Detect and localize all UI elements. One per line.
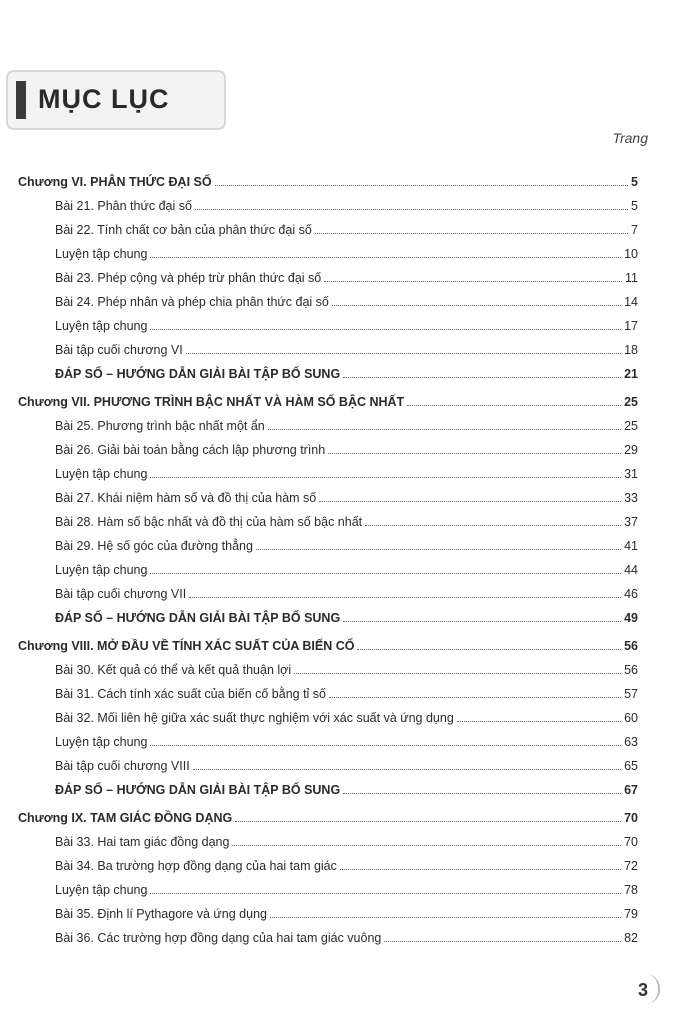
toc-answer-row[interactable] [18,601,638,625]
toc-entry-page: 46 [624,587,638,601]
toc-entry-label: Chương IX. TAM GIÁC ĐỒNG DẠNG [18,811,233,825]
toc-lesson-row[interactable] [18,505,638,529]
toc-entry-page: 25 [624,419,638,433]
toc-entry-label: Bài 33. Hai tam giác đồng dạng [55,835,230,849]
toc-entry-page: 79 [624,907,638,921]
toc-entry-label: Chương VI. PHÂN THỨC ĐẠI SỐ [18,175,212,189]
toc-lesson-row[interactable] [18,189,638,213]
toc-lesson-row[interactable] [18,409,638,433]
toc-entry-page: 49 [624,611,638,625]
dot-leader [150,893,621,894]
toc-entry-label: Bài 35. Định lí Pythagore và ứng dụng [55,907,267,921]
toc-entry-page: 31 [624,467,638,481]
dot-leader [457,721,621,722]
dot-leader [329,697,621,698]
toc-entry-label: Luyện tập chung [55,467,148,481]
toc-entry-label: Bài 22. Tính chất cơ bản của phân thức đại số [55,223,312,237]
toc-lesson-row[interactable] [18,897,638,921]
toc-lesson-row[interactable] [18,653,638,677]
toc-entry-page: 18 [624,343,638,357]
toc-entry-page: 56 [624,663,638,677]
toc-entry-page: 67 [624,783,638,797]
toc-entry-page: 29 [624,443,638,457]
toc-entry-page: 70 [624,835,638,849]
toc-entry-page: 5 [631,175,638,189]
toc-entry-label: Chương VII. PHƯƠNG TRÌNH BẬC NHẤT VÀ HÀM SỐ BẬC NHẤT [18,395,405,409]
toc-entry-page: 14 [624,295,638,309]
toc-entry-page: 17 [624,319,638,333]
toc-entry-label: Luyện tập chung [55,563,148,577]
toc-entry-label: ĐÁP SỐ – HƯỚNG DẪN GIẢI BÀI TẬP BỔ SUNG [55,367,341,381]
toc-entry-label: Bài tập cuối chương VII [55,587,187,601]
toc-entry-page: 82 [624,931,638,945]
dot-leader [215,185,628,186]
toc-chapter-row[interactable] [18,629,638,653]
toc-lesson-row[interactable] [18,749,638,773]
toc-lesson-row[interactable] [18,553,638,577]
dot-leader [232,845,621,846]
toc-entry-label: Bài 30. Kết quả có thể và kết quả thuận lợi [55,663,292,677]
dot-leader [150,745,621,746]
toc-entry-label: Bài 31. Cách tính xác suất của biến cố bằng tỉ số [55,687,327,701]
toc-entry-label: Bài 32. Mối liên hệ giữa xác suất thực nghiệm với xác suất và ứng dụng [55,711,454,725]
toc-entry-page: 65 [624,759,638,773]
toc-entry-label: Luyện tập chung [55,319,148,333]
toc-lesson-row[interactable] [18,309,638,333]
dot-leader [340,869,621,870]
dot-leader [343,377,621,378]
toc-lesson-row[interactable] [18,237,638,261]
dot-leader [294,673,621,674]
dot-leader [384,941,621,942]
dot-leader [256,549,621,550]
toc-lesson-row[interactable] [18,261,638,285]
toc-entry-label: Bài 23. Phép cộng và phép trừ phân thức đại số [55,271,322,285]
toc-lesson-row[interactable] [18,433,638,457]
dot-leader [324,281,622,282]
toc-lesson-row[interactable] [18,677,638,701]
dot-leader [270,917,621,918]
toc-entry-label: Luyện tập chung [55,735,148,749]
toc-entry-page: 72 [624,859,638,873]
dot-leader [268,429,621,430]
toc-lesson-row[interactable] [18,333,638,357]
toc-entry-page: 41 [624,539,638,553]
page-title: MỤC LỤC [38,84,170,114]
toc-entry-label: Bài 24. Phép nhân và phép chia phân thức đại số [55,295,329,309]
toc-entry-page: 11 [625,271,638,285]
toc-entry-page: 57 [624,687,638,701]
toc-entry-label: Bài 27. Khái niệm hàm số và đồ thị của hàm số [55,491,317,505]
table-of-contents [18,165,638,945]
dot-leader [235,821,621,822]
toc-entry-label: Luyện tập chung [55,247,148,261]
dot-leader [407,405,621,406]
dot-leader [150,257,621,258]
title-accent-bar [16,81,26,119]
toc-entry-label: ĐÁP SỐ – HƯỚNG DẪN GIẢI BÀI TẬP BỔ SUNG [55,783,341,797]
title-box [6,70,226,130]
dot-leader [193,769,621,770]
toc-entry-label: Bài 26. Giải bài toán bằng cách lập phương trình [55,443,326,457]
toc-entry-label: Luyện tập chung [55,883,148,897]
dot-leader [150,329,621,330]
toc-lesson-row[interactable] [18,457,638,481]
toc-entry-page: 37 [624,515,638,529]
toc-entry-page: 70 [624,811,638,825]
toc-answer-row[interactable] [18,357,638,381]
dot-leader [343,793,621,794]
toc-lesson-row[interactable] [18,873,638,897]
toc-lesson-row[interactable] [18,213,638,237]
dot-leader [332,305,621,306]
toc-lesson-row[interactable] [18,481,638,505]
toc-entry-page: 33 [624,491,638,505]
toc-entry-page: 78 [624,883,638,897]
toc-lesson-row[interactable] [18,577,638,601]
toc-entry-page: 63 [624,735,638,749]
dot-leader [195,209,628,210]
toc-entry-label: Bài 28. Hàm số bậc nhất và đồ thị của hàm số bậc nhất [55,515,363,529]
dot-leader [365,525,621,526]
page-number: 3 [637,980,648,1000]
toc-entry-label: ĐÁP SỐ – HƯỚNG DẪN GIẢI BÀI TẬP BỔ SUNG [55,611,341,625]
dot-leader [189,597,621,598]
toc-entry-label: Bài tập cuối chương VI [55,343,183,357]
toc-entry-label: Bài 36. Các trường hợp đồng dạng của hai tam giác vuông [55,931,382,945]
toc-entry-page: 5 [631,199,638,213]
toc-entry-page: 10 [624,247,638,261]
dot-leader [150,477,621,478]
dot-leader [186,353,621,354]
dot-leader [150,573,621,574]
toc-entry-page: 44 [624,563,638,577]
toc-answer-row[interactable] [18,773,638,797]
toc-chapter-row[interactable] [18,385,638,409]
toc-entry-page: 21 [624,367,638,381]
toc-chapter-row[interactable] [18,165,638,189]
toc-entry-page: 7 [631,223,638,237]
dot-leader [319,501,621,502]
toc-entry-label: Bài 25. Phương trình bậc nhất một ẩn [55,419,265,433]
toc-entry-label: Bài 34. Ba trường hợp đồng dạng của hai tam giác [55,859,337,873]
toc-lesson-row[interactable] [18,285,638,309]
toc-chapter-row[interactable] [18,801,638,825]
dot-leader [315,233,628,234]
toc-entry-label: Chương VIII. MỞ ĐẦU VỀ TÍNH XÁC SUẤT CỦA BIẾN CỐ [18,639,355,653]
page-column-label: Trang [612,130,648,146]
toc-entry-page: 60 [624,711,638,725]
toc-entry-label: Bài 21. Phân thức đại số [55,199,192,213]
toc-entry-label: Bài 29. Hệ số góc của đường thẳng [55,539,253,553]
dot-leader [343,621,621,622]
toc-lesson-row[interactable] [18,701,638,725]
toc-lesson-row[interactable] [18,529,638,553]
toc-entry-page: 56 [624,639,638,653]
dot-leader [357,649,621,650]
toc-entry-page: 25 [624,395,638,409]
toc-lesson-row[interactable] [18,921,638,945]
page-number-bracket [646,974,660,1004]
toc-lesson-row[interactable] [18,849,638,873]
toc-lesson-row[interactable] [18,825,638,849]
toc-entry-label: Bài tập cuối chương VIII [55,759,190,773]
dot-leader [328,453,621,454]
toc-lesson-row[interactable] [18,725,638,749]
